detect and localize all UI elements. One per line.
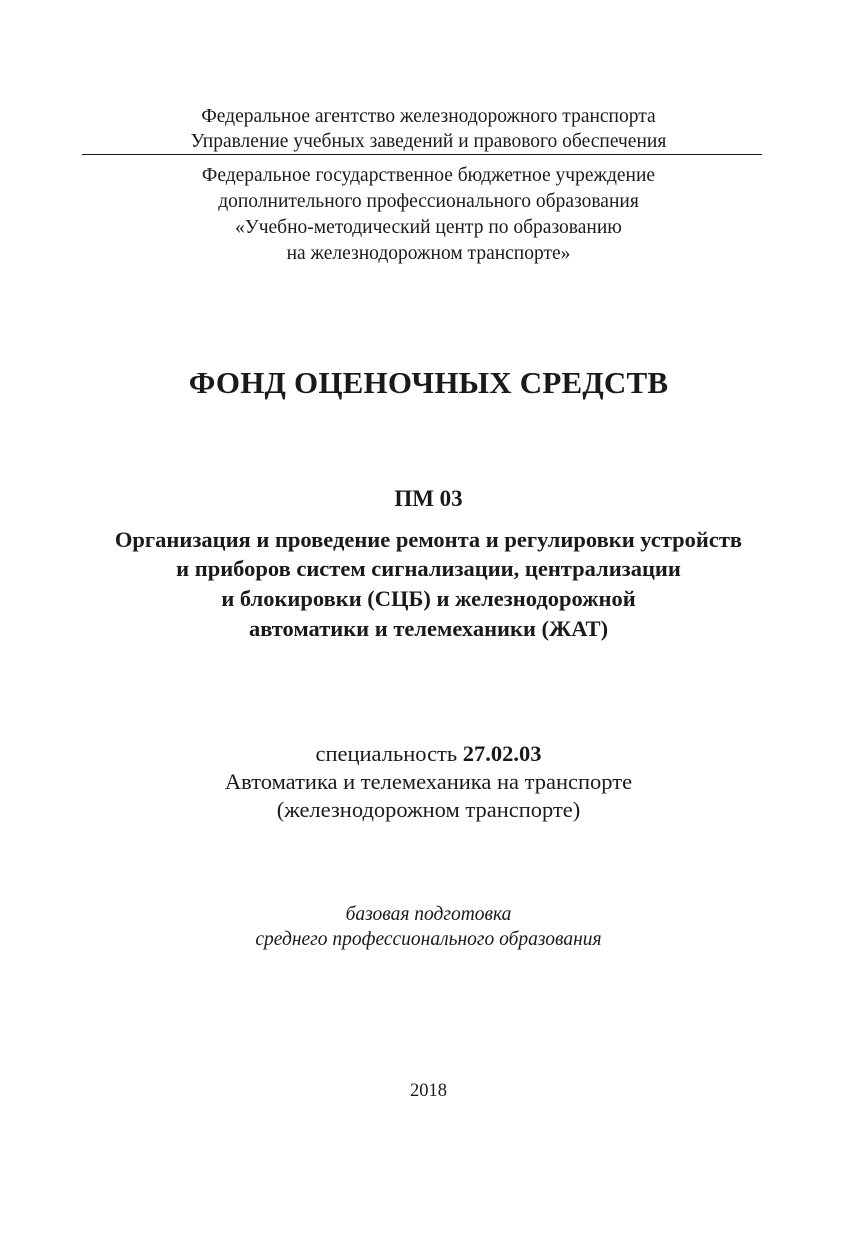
institution-line-2: дополнительного профессионального образования <box>218 191 639 212</box>
module-code: ПМ 03 <box>394 486 463 511</box>
header-rule <box>82 154 762 155</box>
institution-line-1: Федеральное государственное бюджетное учреждение <box>201 165 656 186</box>
specialty-prefix: специальность <box>315 741 463 766</box>
training-line-2: среднего профессионального образования <box>255 929 602 950</box>
department-name: Управление учебных заведений и правового обеспечения <box>190 131 667 152</box>
specialty-name-line-1: Автоматика и телемеханика на транспорте <box>224 769 633 794</box>
module-name-line-1: Организация и проведение ремонта и регулировки устройств <box>114 527 743 552</box>
training-line-1: базовая подготовка <box>345 904 512 925</box>
specialty-line <box>0 740 857 768</box>
specialty-name-line-2: (железнодорожном транспорте) <box>276 797 581 822</box>
agency-name: Федеральное агентство железнодорожного транспорта <box>201 106 656 127</box>
document-title: ФОНД ОЦЕНОЧНЫХ СРЕДСТВ <box>188 365 669 400</box>
institution-line-4: на железнодорожном транспорте» <box>286 243 571 264</box>
module-name-line-4: автоматики и телемеханики (ЖАТ) <box>248 616 609 641</box>
publication-year: 2018 <box>410 1081 447 1101</box>
module-name-line-2: и приборов систем сигнализации, централизации <box>176 556 681 581</box>
institution-line-3: «Учебно-методический центр по образованию <box>235 217 622 238</box>
module-name-line-3: и блокировки (СЦБ) и железнодорожной <box>221 586 636 611</box>
specialty-code: 27.02.03 <box>462 741 542 766</box>
